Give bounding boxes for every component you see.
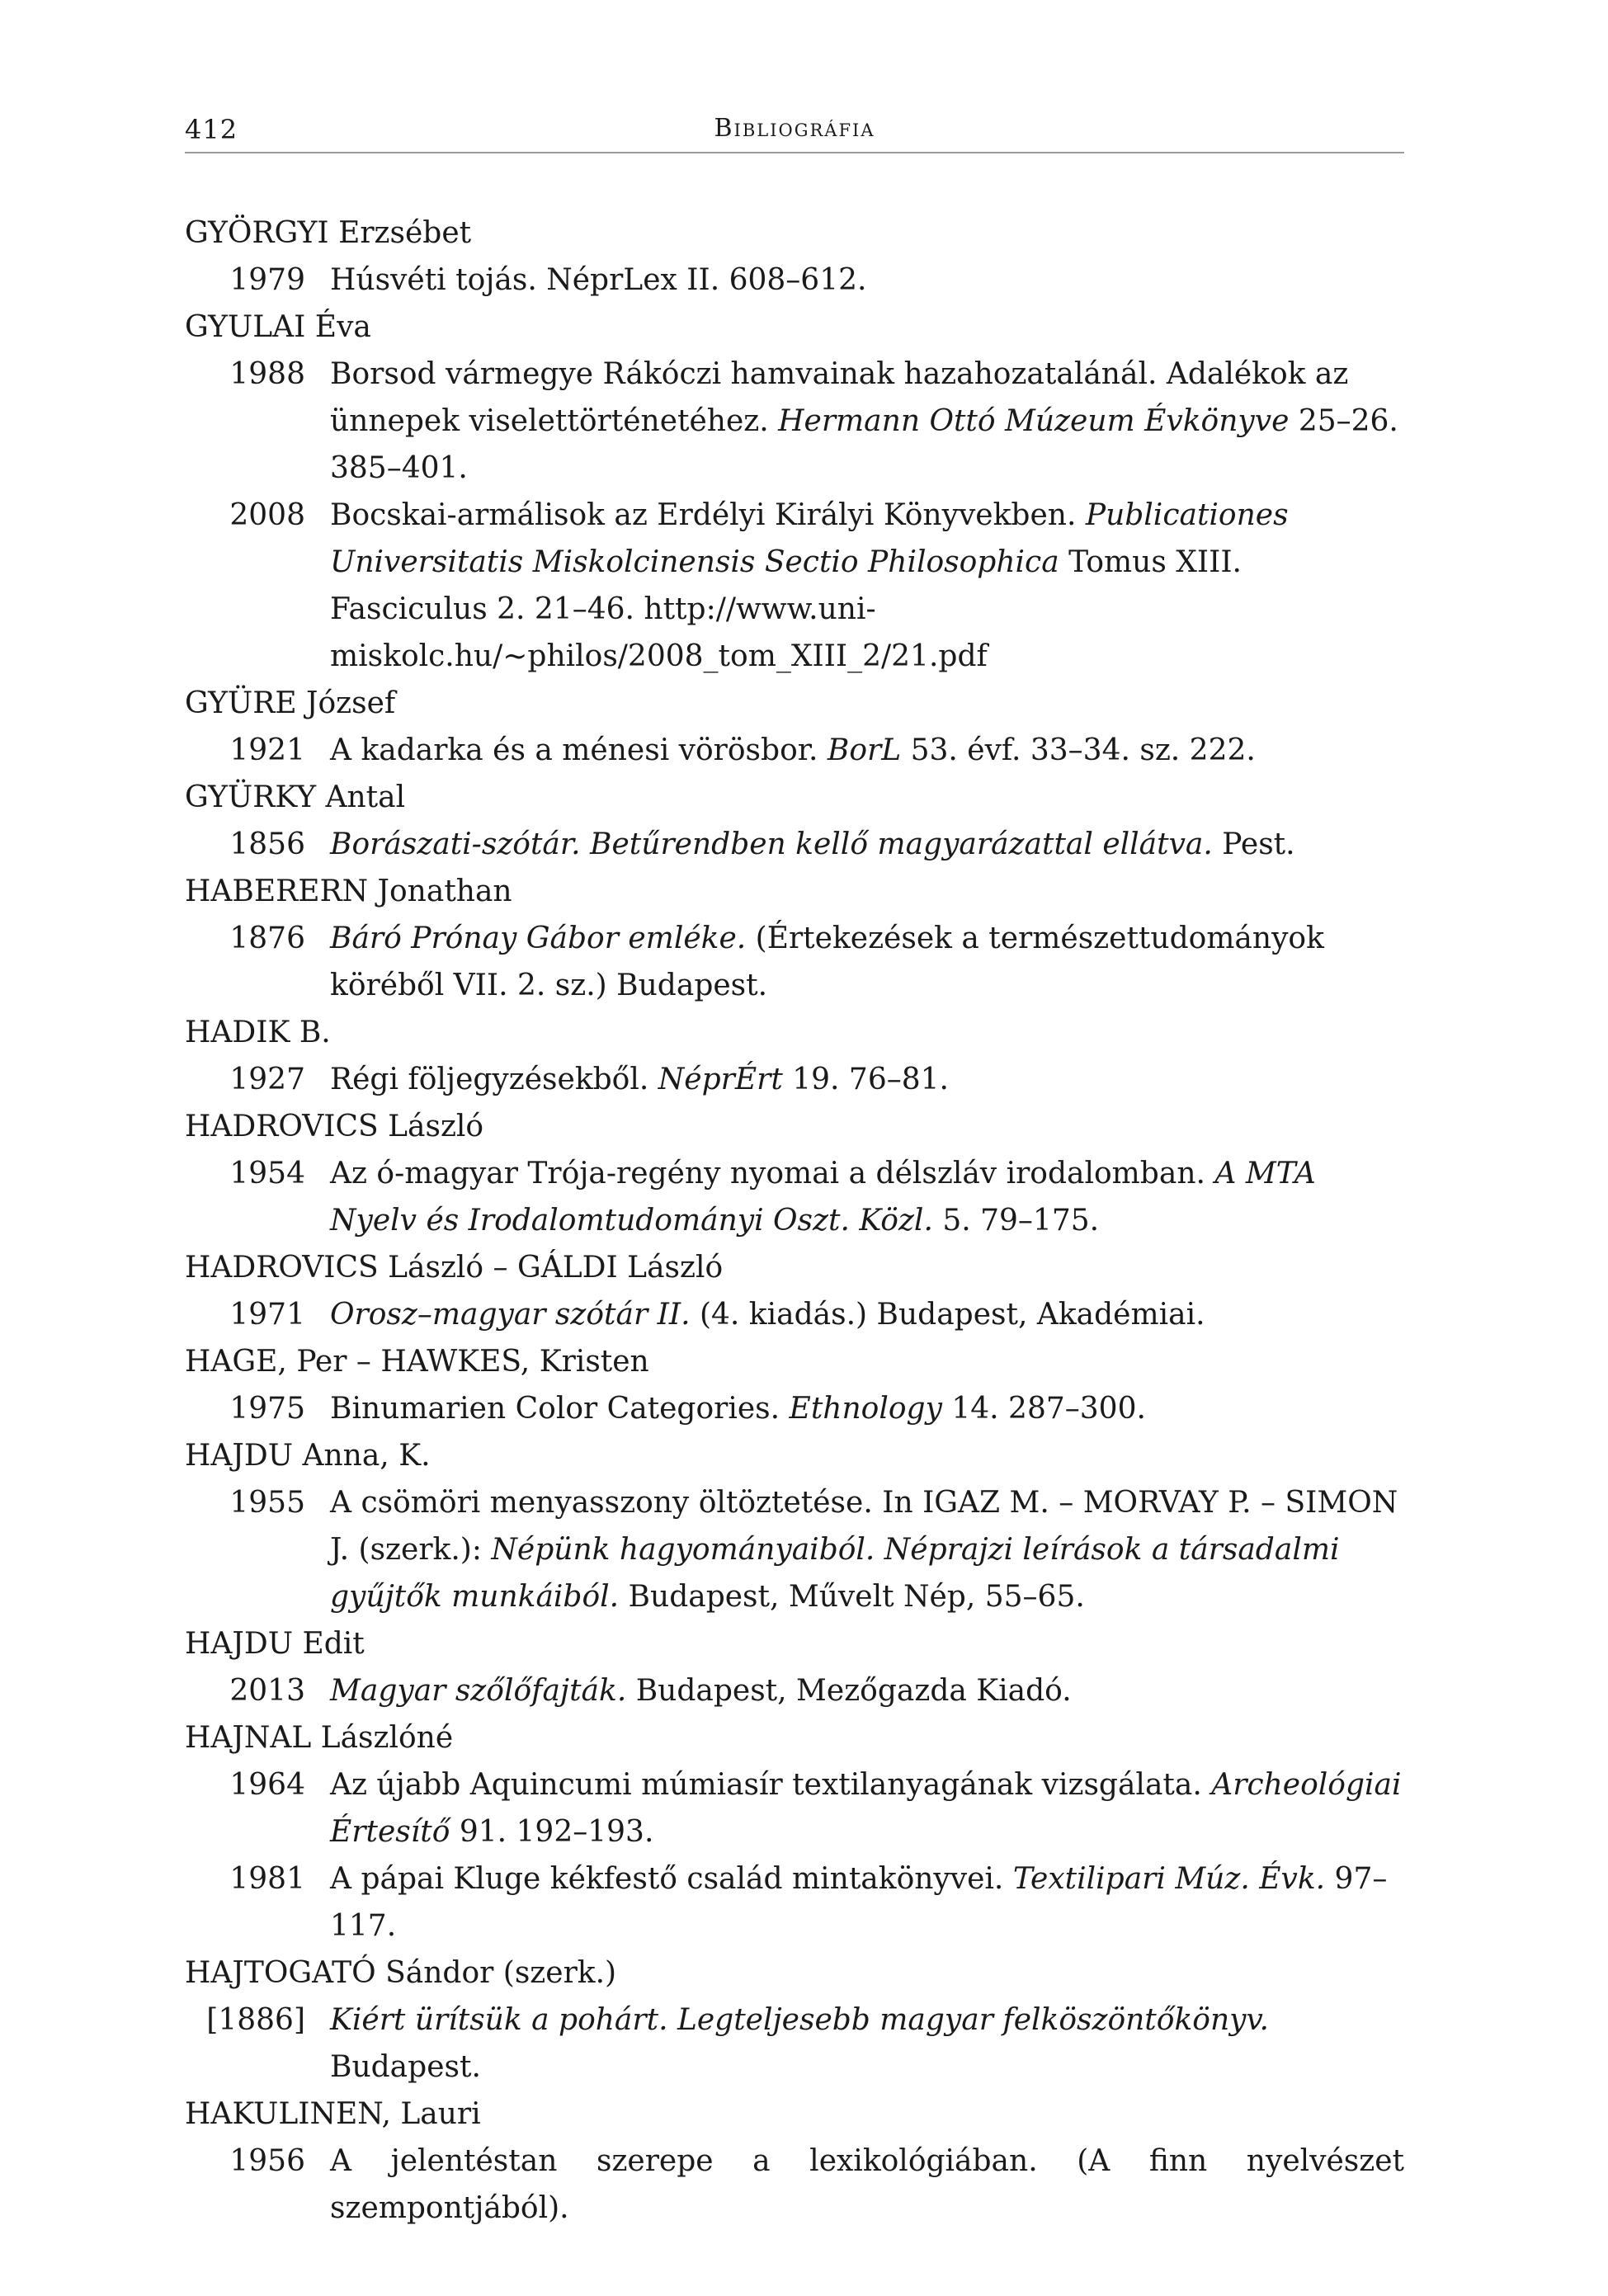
bibliography-entry (185, 1997, 1404, 2091)
bibliography-list (185, 210, 1404, 2232)
entry-year: 1921 (229, 733, 305, 767)
entry-text (330, 351, 1404, 492)
entry-text-segment: (4. kiadás.) Budapest, Akadémiai. (690, 1298, 1205, 1332)
entry-text-segment: A kadarka és a ménesi vörösbor. (330, 733, 828, 767)
author-heading: HAKULINEN, Lauri (185, 2097, 481, 2131)
bibliography-entry (185, 492, 1404, 680)
author-heading: HADIK B. (185, 1016, 331, 1049)
entry-title-italic: NéprÉrt (658, 1063, 783, 1096)
author-heading: HAJTOGATÓ Sándor (szerk.) (185, 1956, 617, 1990)
running-title: Bibliográfia (714, 114, 875, 143)
entry-year: 1964 (229, 1768, 305, 1802)
entry-year: 1856 (229, 827, 305, 861)
entry-text (330, 1385, 1404, 1432)
entry-text (330, 915, 1404, 1009)
entry-title-italic: A MTA Nyelv és Irodalomtudományi Oszt. Közl. (330, 1157, 1316, 1238)
entry-text-segment: Az újabb Aquincumi múmiasír textilanyagának vizsgálata. (330, 1768, 1212, 1802)
entry-year: 1956 (229, 2144, 305, 2178)
entry-text (330, 1291, 1404, 1338)
running-head (185, 114, 1404, 153)
entry-text (330, 1056, 1404, 1103)
entry-text (330, 1150, 1404, 1244)
bibliography-entry (185, 2138, 1404, 2232)
author-heading: HADROVICS László – GÁLDI László (185, 1251, 724, 1285)
bibliography-entry (185, 1385, 1404, 1432)
bibliography-entry (185, 351, 1404, 492)
entry-year: 1954 (229, 1157, 305, 1190)
entry-text-segment: 53. évf. 33–34. sz. 222. (901, 733, 1256, 767)
entry-year: 1979 (229, 263, 305, 297)
author-heading: HAJDU Anna, K. (185, 1439, 431, 1473)
entry-text-segment: Pest. (1212, 827, 1295, 861)
entry-title-italic: Archeológiai Értesítő (330, 1768, 1402, 1849)
entry-text (330, 1997, 1404, 2091)
page-number: 412 (185, 114, 238, 145)
entry-text (330, 2138, 1404, 2232)
bibliography-entry (185, 1291, 1404, 1338)
entry-year: 1927 (229, 1063, 305, 1096)
entry-year: 1955 (229, 1486, 305, 1520)
entry-title-italic: BorL (827, 733, 902, 767)
entry-title-italic: Orosz–magyar szótár II. (330, 1298, 691, 1332)
author-heading: GYÖRGYI Erzsébet (185, 216, 472, 250)
entry-text (330, 1761, 1404, 1855)
entry-title-italic: Kiért ürítsük a pohárt. Legteljesebb magyar felköszöntőkönyv. (330, 2003, 1269, 2037)
entry-text-segment: 14. 287–300. (941, 1392, 1146, 1426)
entry-text-segment: Binumarien Color Categories. (330, 1392, 790, 1426)
entry-text-segment: 19. 76–81. (782, 1063, 949, 1096)
entry-title-italic: Ethnology (789, 1392, 942, 1426)
entry-text-segment: 5. 79–175. (932, 1204, 1100, 1238)
entry-title-italic: Borászati-szótár. Betűrendben kellő magyarázattal ellátva. (330, 827, 1213, 861)
entry-text (330, 727, 1404, 774)
bibliography-entry (185, 257, 1404, 304)
entry-text-segment: A pápai Kluge kékfestő család mintakönyvei. (330, 1862, 1013, 1896)
entry-text-segment: Budapest. (330, 2050, 481, 2084)
entry-text-segment: 97–117. (330, 1862, 1388, 1943)
entry-title-italic: Báró Prónay Gábor emléke. (330, 922, 747, 955)
entry-text-segment: Az ó-magyar Trója-regény nyomai a délszláv irodalomban. (330, 1157, 1215, 1190)
entry-text (330, 257, 1404, 304)
entry-text-segment: Borsod vármegye Rákóczi hamvainak hazahozatalánál. Adalékok az ünnepek viselettörténetéhez. (330, 357, 1349, 438)
author-heading: GYÜRE József (185, 686, 396, 720)
entry-title-italic: Textilipari Múz. Évk. (1012, 1862, 1326, 1896)
entry-text-segment: Budapest, Mezőgazda Kiadó. (626, 1674, 1072, 1708)
author-heading: HAJNAL Lászlóné (185, 1721, 454, 1755)
entry-year: 1971 (229, 1298, 305, 1332)
entry-text (330, 1855, 1404, 1949)
bibliography-entry (185, 1855, 1404, 1949)
bibliography-entry (185, 915, 1404, 1009)
author-heading: GYÜRKY Antal (185, 780, 406, 814)
entry-title-italic: Publicationes Universitatis Miskolcinensis Sectio Philosophica (330, 498, 1289, 579)
entry-year: [1886] (206, 2003, 305, 2037)
entry-year: 1876 (229, 922, 305, 955)
entry-text (330, 1667, 1404, 1714)
entry-text-segment: Budapest, Művelt Nép, 55–65. (619, 1580, 1085, 1614)
entry-text-segment: 25–26. 385–401. (330, 404, 1398, 485)
entry-year: 1975 (229, 1392, 305, 1426)
entry-title-italic: Magyar szőlőfajták. (330, 1674, 627, 1708)
entry-text-segment: (Értekezések a természettudományok köréből VII. 2. sz.) Budapest. (330, 922, 1324, 1002)
bibliography-entry (185, 1056, 1404, 1103)
entry-text-segment: 91. 192–193. (450, 1815, 654, 1849)
bibliography-entry (185, 1761, 1404, 1855)
entry-year: 1988 (229, 357, 305, 391)
bibliography-entry (185, 1479, 1404, 1620)
author-heading: HAGE, Per – HAWKES, Kristen (185, 1345, 649, 1379)
author-heading: GYULAI Éva (185, 310, 371, 344)
bibliography-entry (185, 1150, 1404, 1244)
entry-text (330, 821, 1404, 868)
bibliography-entry (185, 727, 1404, 774)
author-heading: HAJDU Edit (185, 1627, 365, 1661)
bibliography-entry (185, 1667, 1404, 1714)
entry-year: 2008 (229, 498, 305, 532)
author-heading: HABERERN Jonathan (185, 875, 512, 908)
entry-year: 2013 (229, 1674, 305, 1708)
entry-text-segment: Bocskai-armálisok az Erdélyi Királyi Könyvekben. (330, 498, 1086, 532)
entry-text-segment: Húsvéti tojás. NéprLex II. 608–612. (330, 263, 867, 297)
author-heading: HADROVICS László (185, 1110, 484, 1143)
entry-text-segment: A jelentéstan szerepe a lexikológiában. (A finn nyelvészet szempontjából). (330, 2144, 1404, 2225)
bibliography-entry (185, 821, 1404, 868)
entry-title-italic: Népünk hagyományaiból. Néprajzi leírások a társadalmi gyűjtők munkáiból. (330, 1533, 1340, 1614)
entry-text (330, 492, 1404, 680)
entry-text-segment: Tomus XIII. Fasciculus 2. 21–46. http://www.uni-miskolc.hu/~philos/2008_tom_XIII_2/21.pdf (330, 545, 1242, 673)
entry-title-italic: Hermann Ottó Múzeum Évkönyve (778, 404, 1290, 438)
entry-text (330, 1479, 1404, 1620)
entry-text-segment: Régi följegyzésekből. (330, 1063, 658, 1096)
entry-text-segment: A csömöri menyasszony öltöztetése. In IGAZ M. – MORVAY P. – SIMON J. (szerk.): (330, 1486, 1398, 1567)
entry-year: 1981 (229, 1862, 305, 1896)
